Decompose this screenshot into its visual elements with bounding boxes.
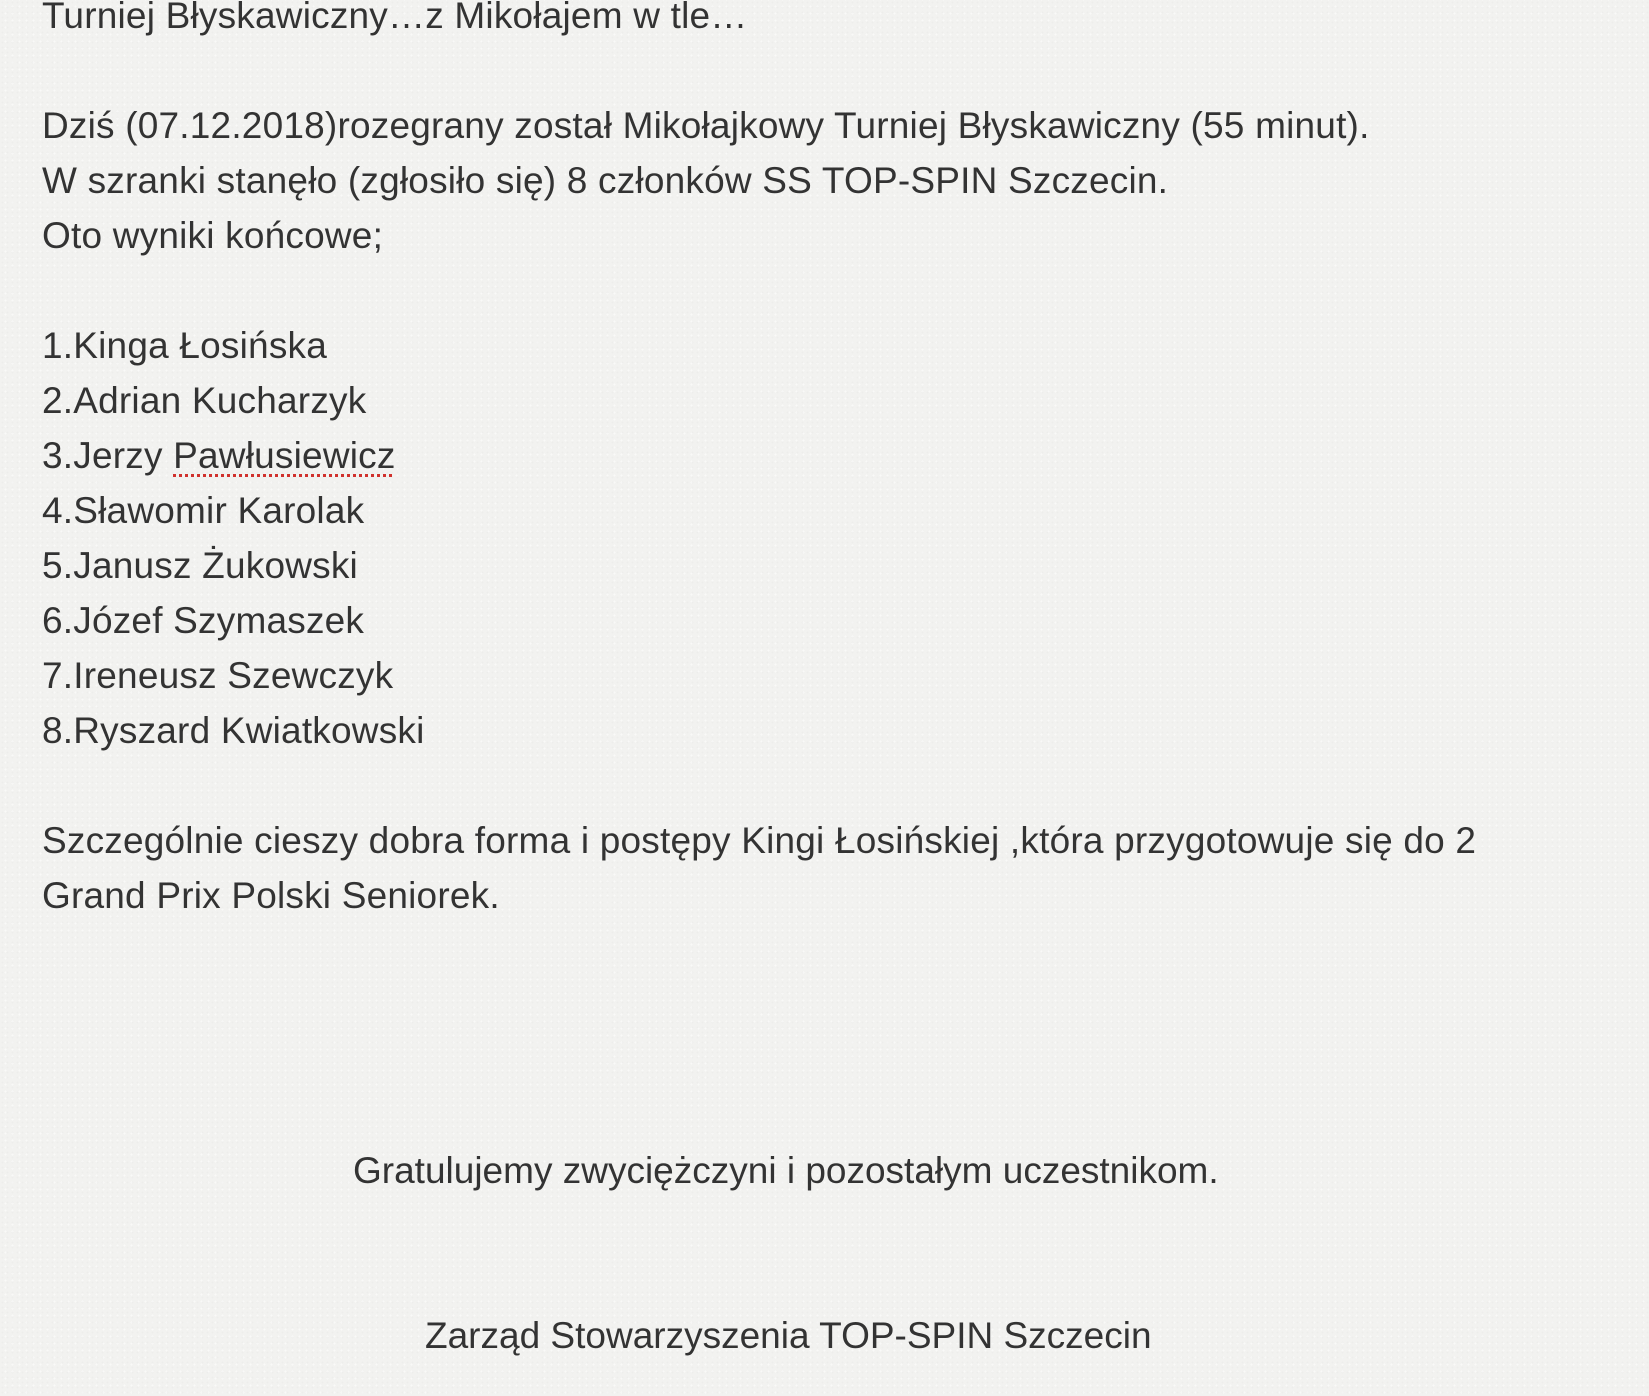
intro-line: Dziś (07.12.2018)rozegrany został Mikołajkowy Turniej Błyskawiczny (55 minut). <box>42 105 1370 146</box>
congratulations-text: Gratulujemy zwyciężczyni i pozostałym uczestnikom. <box>353 1150 1219 1191</box>
result-item-prefix: 3.Jerzy <box>42 435 174 476</box>
note-title: Turniej Błyskawiczny…z Mikołajem w tle… <box>42 0 748 36</box>
result-item: 7.Ireneusz Szewczyk <box>42 655 394 696</box>
result-item: 1.Kinga Łosińska <box>42 325 327 366</box>
results-list <box>42 318 1622 758</box>
closing-line: Szczególnie cieszy dobra forma i postępy Kingi Łosińskiej ,która przygotowuje się do 2 <box>42 820 1477 861</box>
spellcheck-misspelled-word[interactable]: Pawłusiewicz <box>173 435 396 476</box>
note-body[interactable] <box>42 0 1622 923</box>
result-item: 4.Sławomir Karolak <box>42 490 365 531</box>
closing-line: Grand Prix Polski Seniorek. <box>42 875 500 916</box>
result-item: 2.Adrian Kucharzyk <box>42 380 367 421</box>
blank-line <box>42 43 1622 98</box>
blank-line <box>42 263 1622 318</box>
signature-text: Zarząd Stowarzyszenia TOP-SPIN Szczecin <box>425 1315 1152 1356</box>
intro-line: W szranki stanęło (zgłosiło się) 8 członków SS TOP-SPIN Szczecin. <box>42 160 1169 201</box>
result-item: 8.Ryszard Kwiatkowski <box>42 710 425 751</box>
intro-line: Oto wyniki końcowe; <box>42 215 384 256</box>
result-item: 5.Janusz Żukowski <box>42 545 358 586</box>
blank-line <box>42 758 1622 813</box>
result-item: 6.Józef Szymaszek <box>42 600 365 641</box>
result-item <box>42 428 1622 483</box>
